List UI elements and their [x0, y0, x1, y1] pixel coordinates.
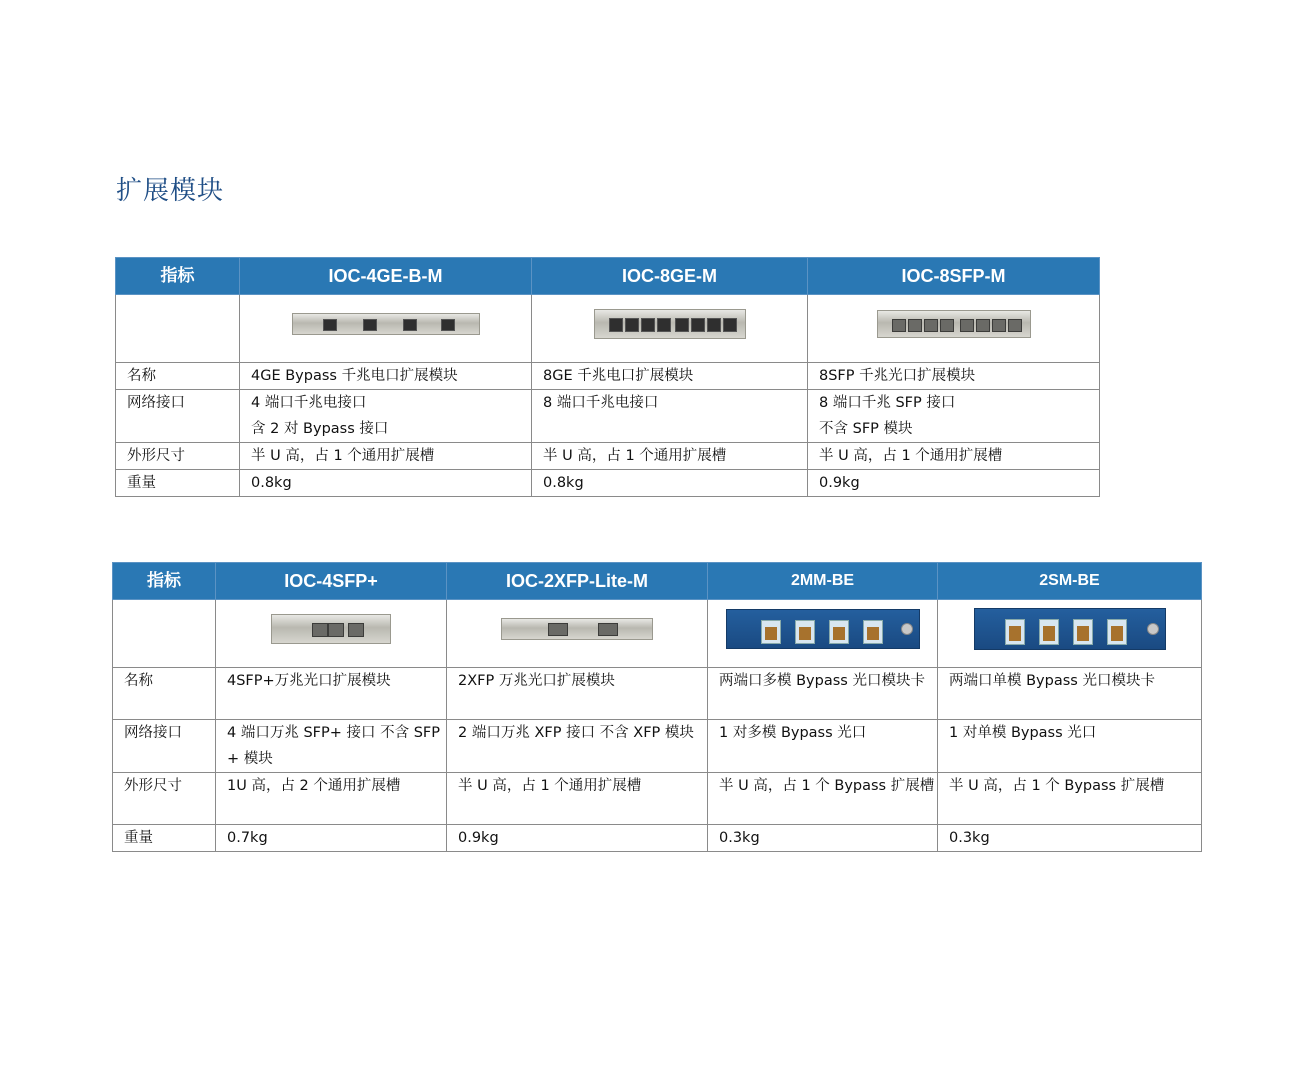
expansion-module-table-2 [112, 562, 1202, 852]
table-cell: 4GE Bypass 千兆电口扩展模块 [240, 363, 532, 390]
table-cell: 8GE 千兆电口扩展模块 [532, 363, 808, 390]
table-cell: 两端口多模 Bypass 光口模块卡 [708, 668, 938, 720]
table-cell: 0.3kg [938, 825, 1202, 852]
row-label: 重量 [113, 825, 216, 852]
header-cell: 2MM-BE [708, 563, 938, 600]
bypass-singlemode-module-icon [974, 608, 1166, 650]
table-header-row [116, 258, 1100, 295]
table-row [116, 470, 1100, 497]
table-cell: 半 U 高，占 1 个通用扩展槽 [532, 443, 808, 470]
table-cell: 1 对单模 Bypass 光口 [938, 720, 1202, 773]
header-cell: 2SM-BE [938, 563, 1202, 600]
image-cell [447, 600, 708, 668]
table-cell: 0.7kg [216, 825, 447, 852]
table-cell: 半 U 高，占 1 个 Bypass 扩展槽 [938, 773, 1202, 825]
image-cell [708, 600, 938, 668]
image-cell [532, 295, 808, 363]
row-label: 重量 [116, 470, 240, 497]
table-header-row [113, 563, 1202, 600]
empty-cell [113, 600, 216, 668]
row-label: 名称 [116, 363, 240, 390]
sfp-plus-4port-module-icon [271, 614, 391, 644]
table-cell [532, 390, 808, 443]
header-cell: IOC-8GE-M [532, 258, 808, 295]
row-label: 外形尺寸 [116, 443, 240, 470]
table-cell: 半 U 高，占 1 个通用扩展槽 [447, 773, 708, 825]
cell-line: 含 2 对 Bypass 接口 [251, 421, 389, 437]
table-cell: 0.9kg [808, 470, 1100, 497]
table-row [113, 825, 1202, 852]
table-cell [808, 390, 1100, 443]
sfp-8port-module-icon [877, 310, 1031, 338]
header-cell: IOC-4GE-B-M [240, 258, 532, 295]
header-cell: IOC-8SFP-M [808, 258, 1100, 295]
rj45-8port-module-icon [594, 309, 746, 339]
table-cell: 0.3kg [708, 825, 938, 852]
table-row [116, 390, 1100, 443]
table-cell: 半 U 高，占 1 个通用扩展槽 [808, 443, 1100, 470]
image-row [113, 600, 1202, 668]
header-cell: 指标 [116, 258, 240, 295]
table-cell: 2XFP 万兆光口扩展模块 [447, 668, 708, 720]
header-cell: IOC-2XFP-Lite-M [447, 563, 708, 600]
rj45-4port-module-icon [292, 313, 480, 335]
image-cell [240, 295, 532, 363]
empty-cell [116, 295, 240, 363]
table-row [113, 668, 1202, 720]
table-cell: 0.8kg [240, 470, 532, 497]
table-cell: 半 U 高，占 1 个通用扩展槽 [240, 443, 532, 470]
image-row [116, 295, 1100, 363]
table-cell: 0.9kg [447, 825, 708, 852]
cell-line: 不含 SFP 模块 [819, 421, 913, 437]
table-cell: 半 U 高，占 1 个 Bypass 扩展槽 [708, 773, 938, 825]
row-label: 名称 [113, 668, 216, 720]
xfp-2port-module-icon [501, 618, 653, 640]
table-cell: 1 对多模 Bypass 光口 [708, 720, 938, 773]
row-label: 网络接口 [116, 390, 240, 443]
table-row [116, 363, 1100, 390]
image-cell [938, 600, 1202, 668]
table-row [116, 443, 1100, 470]
cell-line: 8 端口千兆电接口 [543, 395, 659, 411]
table-cell: 4SFP+万兆光口扩展模块 [216, 668, 447, 720]
row-label: 网络接口 [113, 720, 216, 773]
table-row [113, 720, 1202, 773]
table-cell: 2 端口万兆 XFP 接口 不含 XFP 模块 [447, 720, 708, 773]
expansion-module-table-1 [115, 257, 1100, 497]
table-row [113, 773, 1202, 825]
header-cell: IOC-4SFP+ [216, 563, 447, 600]
image-cell [216, 600, 447, 668]
cell-line: 8 端口千兆 SFP 接口 [819, 395, 956, 411]
table-cell: 4 端口万兆 SFP+ 接口 不含 SFP+ 模块 [216, 720, 447, 773]
image-cell [808, 295, 1100, 363]
header-cell: 指标 [113, 563, 216, 600]
cell-line: 4 端口千兆电接口 [251, 395, 367, 411]
bypass-multimode-module-icon [726, 609, 920, 649]
table-cell: 1U 高，占 2 个通用扩展槽 [216, 773, 447, 825]
table-cell [240, 390, 532, 443]
table-cell: 两端口单模 Bypass 光口模块卡 [938, 668, 1202, 720]
page-title: 扩展模块 [116, 176, 225, 206]
table-cell: 8SFP 千兆光口扩展模块 [808, 363, 1100, 390]
row-label: 外形尺寸 [113, 773, 216, 825]
table-cell: 0.8kg [532, 470, 808, 497]
